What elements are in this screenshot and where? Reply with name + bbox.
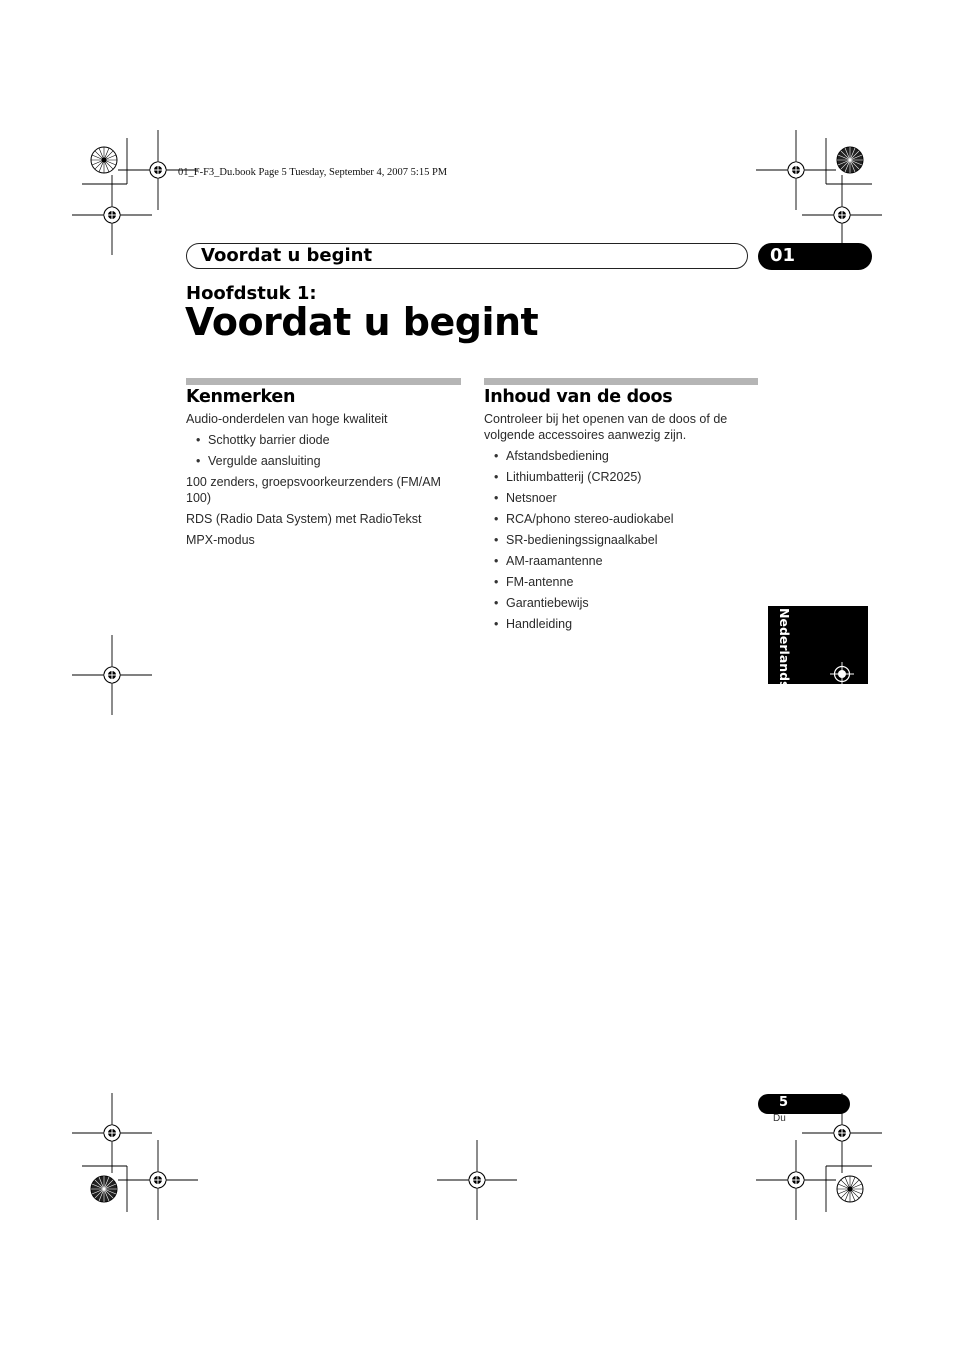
registration-mark-icon [830, 662, 854, 686]
features-line: MPX-modus [186, 533, 255, 547]
list-item: • SR-bedieningssignaalkabel [494, 532, 752, 548]
list-item: • Lithiumbatterij (CR2025) [494, 469, 752, 485]
features-line: RDS (Radio Data System) met RadioTekst [186, 512, 422, 526]
features-column [186, 411, 461, 553]
list-item: • Vergulde aansluiting [196, 453, 461, 469]
page-title: Voordat u begint [185, 300, 539, 344]
page-number: 5 [779, 1095, 789, 1110]
list-item: • RCA/phono stereo-audiokabel [494, 511, 752, 527]
contents-bullet-list [484, 448, 752, 632]
chapter-number-badge [758, 243, 872, 270]
list-item: • Garantiebewijs [494, 595, 752, 611]
list-item: • AM-raamantenne [494, 553, 752, 569]
features-heading: Kenmerken [186, 387, 296, 407]
features-intro: Audio-onderdelen van hoge kwaliteit [186, 412, 388, 426]
contents-rule [484, 378, 758, 385]
list-item: • Netsnoer [494, 490, 752, 506]
features-bullet-list [186, 432, 461, 469]
chapter-bar [186, 243, 748, 269]
book-header: 01_F-F3_Du.book Page 5 Tuesday, September 4, 2007 5:15 PM [178, 167, 448, 178]
page-language-code: Du [773, 1113, 786, 1124]
page-number-badge [758, 1094, 850, 1114]
contents-heading: Inhoud van de doos [484, 387, 673, 407]
chapter-bar-title: Voordat u begint [201, 245, 373, 266]
contents-column [484, 411, 752, 637]
list-item: • FM-antenne [494, 574, 752, 590]
list-item: • Afstandsbediening [494, 448, 752, 464]
chapter-number: 01 [770, 245, 796, 266]
chapter-label: Hoofdstuk 1: [186, 283, 317, 304]
list-item: • Handleiding [494, 616, 752, 632]
language-tab [768, 606, 868, 689]
list-item: • Schottky barrier diode [196, 432, 461, 448]
features-line: 100 zenders, groepsvoorkeurzenders (FM/AM 100) [186, 475, 441, 505]
language-tab-label: Nederlands [777, 608, 792, 689]
contents-intro: Controleer bij het openen van de doos of de volgende accessoires aanwezig zijn. [484, 412, 728, 442]
features-rule [186, 378, 461, 385]
